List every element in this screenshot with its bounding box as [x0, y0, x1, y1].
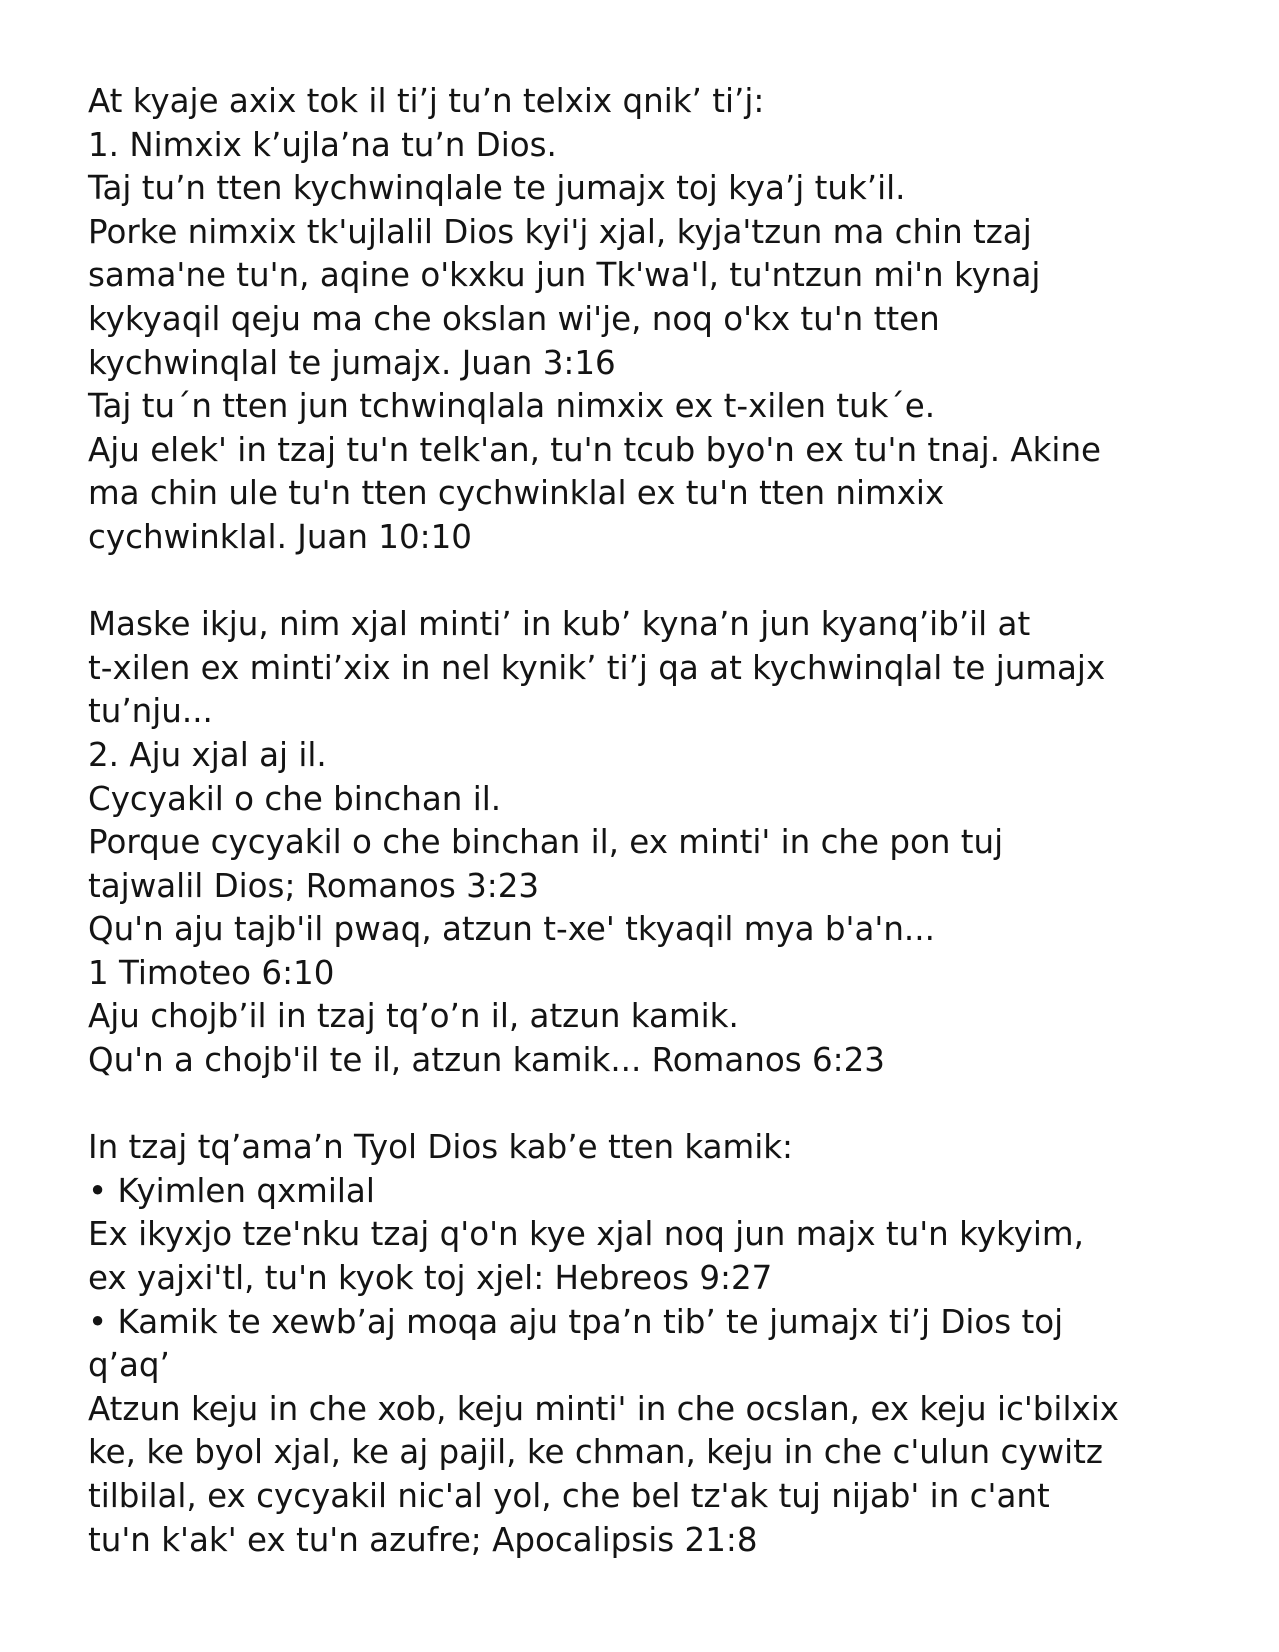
verse3-line: tajwalil Dios; Romanos 3:23: [88, 866, 540, 905]
verse2-line: cychwinklal. Juan 10:10: [88, 517, 472, 556]
point2-subheading2: Aju chojb’il in tzaj tq’o’n il, atzun kamik.: [88, 997, 739, 1036]
verse1-line: sama'ne tu'n, aqine o'kxku jun Tk'wa'l, tu'ntzun mi'n kynaj: [88, 256, 1041, 295]
point2-heading: 2. Aju xjal aj il.: [88, 735, 327, 774]
verse1-line: kychwinqlal te jumajx. Juan 3:16: [88, 343, 616, 382]
verse3-line: Porque cycyakil o che binchan il, ex minti' in che pon tuj: [88, 823, 1004, 862]
bullet-item-continuation: q’aq’: [88, 1346, 170, 1385]
section2-intro-line: t-xilen ex minti’xix in nel kynik’ ti’j qa at kychwinqlal te jumajx: [88, 648, 1106, 687]
point1-subheading2: Taj tu´n tten jun tchwinqlala nimxix ex t-xilen tuk´e.: [88, 387, 936, 426]
bullet-item: • Kamik te xewb’aj moqa aju tpa’n tib’ te jumajx ti’j Dios toj: [88, 1302, 1064, 1341]
paragraph-gap: [88, 560, 1248, 604]
section3-intro: In tzaj tq’ama’n Tyol Dios kab’e tten kamik:: [88, 1128, 794, 1167]
verse4-line: Qu'n aju tajb'il pwaq, atzun t-xe' tkyaqil mya b'a'n...: [88, 910, 935, 949]
verse2-line: Aju elek' in tzaj tu'n telk'an, tu'n tcub byo'n ex tu'n tnaj. Akine: [88, 430, 1102, 469]
bullet-item: • Kyimlen qxmilal: [88, 1171, 375, 1210]
verse7-line: Atzun keju in che xob, keju minti' in che ocslan, ex keju ic'bilxix: [88, 1389, 1119, 1428]
verse7-line: tu'n k'ak' ex tu'n azufre; Apocalipsis 21:8: [88, 1520, 758, 1559]
point2-subheading: Cycyakil o che binchan il.: [88, 779, 502, 818]
verse4-line: 1 Timoteo 6:10: [88, 953, 335, 992]
verse7-line: ke, ke byol xjal, ke aj pajil, ke chman, keju in che c'ulun cywitz: [88, 1433, 1103, 1472]
point1-subheading: Taj tu’n tten kychwinqlale te jumajx toj kya’j tuk’il.: [88, 169, 906, 208]
document-page: [88, 80, 1248, 1562]
section2-intro-line: Maske ikju, nim xjal minti’ in kub’ kyna’n jun kyanq’ib’il at: [88, 605, 1031, 644]
verse1-line: kykyaqil qeju ma che okslan wi'je, noq o'kx tu'n tten: [88, 299, 940, 338]
section1-intro: At kyaje axix tok il ti’j tu’n telxix qnik’ ti’j:: [88, 82, 765, 120]
section2-intro-line: tu’nju...: [88, 692, 213, 731]
verse2-line: ma chin ule tu'n tten cychwinklal ex tu'n tten nimxix: [88, 474, 945, 513]
verse1-line: Porke nimxix tk'ujlalil Dios kyi'j xjal, kyja'tzun ma chin tzaj: [88, 212, 1032, 251]
verse5: Qu'n a chojb'il te il, atzun kamik... Romanos 6:23: [88, 1041, 885, 1080]
verse6-line: Ex ikyxjo tze'nku tzaj q'o'n kye xjal noq jun majx tu'n kykyim,: [88, 1215, 1084, 1254]
paragraph-gap: [88, 1083, 1248, 1127]
verse6-line: ex yajxi'tl, tu'n kyok toj xjel: Hebreos 9:27: [88, 1259, 773, 1298]
verse7-line: tilbilal, ex cycyakil nic'al yol, che bel tz'ak tuj nijab' in c'ant: [88, 1477, 1050, 1515]
point1-heading: 1. Nimxix k’ujla’na tu’n Dios.: [88, 125, 557, 164]
